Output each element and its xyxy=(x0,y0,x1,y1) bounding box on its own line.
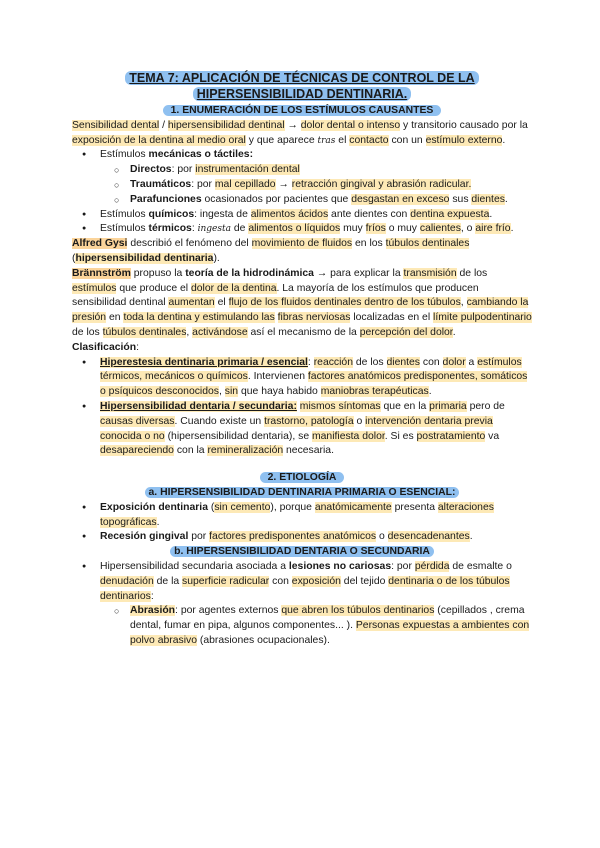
t: fibras nerviosas xyxy=(277,312,351,324)
t: : por xyxy=(171,164,196,176)
t: cambiando la presión xyxy=(72,297,529,324)
t: en xyxy=(106,312,124,324)
t: Directos xyxy=(130,164,172,176)
subsection-b-heading xyxy=(72,545,532,560)
t: . xyxy=(510,223,514,235)
t: químicos xyxy=(148,208,195,220)
t: remineralización xyxy=(207,445,284,457)
gysi-paragraph xyxy=(72,237,532,267)
t: mecánicas o táctiles xyxy=(148,149,250,161)
t: causas diversas xyxy=(100,415,175,427)
title-line-1: TEMA 7: APLICACIÓN DE TÉCNICAS DE CONTROL DE LA xyxy=(125,71,478,85)
list-item xyxy=(100,208,532,223)
t: necesaria. xyxy=(283,445,334,457)
t: el xyxy=(335,134,350,146)
t: , o xyxy=(460,223,476,235)
t: manifiesta dolor xyxy=(311,430,385,442)
t: que abren los túbulos dentinarios xyxy=(281,605,435,617)
t: y transitorio causado por la xyxy=(400,119,528,131)
t: . Intervienen xyxy=(247,371,308,383)
t: Abrasión xyxy=(130,605,176,617)
t: localizadas en el xyxy=(350,312,434,324)
t: el xyxy=(214,297,229,309)
t: dolor xyxy=(442,356,466,368)
t: dolor de la dentina xyxy=(191,282,277,294)
t: : xyxy=(307,356,314,368)
t: Personas expuestas a ambientes con polvo abrasivo xyxy=(130,620,530,646)
t: ante dientes con xyxy=(328,208,411,220)
sublist xyxy=(100,604,532,648)
t: fríos xyxy=(365,223,386,235)
t: térmicos xyxy=(148,223,192,235)
handwritten-note: ingesta xyxy=(197,224,231,235)
t: ( xyxy=(207,501,215,513)
t: trastorno, patología xyxy=(264,415,354,427)
t: Estímulos xyxy=(100,149,149,161)
t: describió el fenómeno del xyxy=(127,238,252,250)
t: . xyxy=(489,208,493,220)
t: con xyxy=(420,356,443,368)
t: o muy xyxy=(385,223,420,235)
t: Exposición dentinaria xyxy=(100,501,208,513)
t: b. HIPERSENSIBILIDAD DENTARIA O SECUNDARIA xyxy=(170,546,434,557)
list-item xyxy=(100,501,532,531)
t: hipersensibilidad dentinaria xyxy=(75,252,214,264)
list-item xyxy=(100,222,532,237)
t: por xyxy=(188,531,210,543)
t: Estímulos xyxy=(100,223,149,235)
t: en los xyxy=(352,238,386,250)
secondary-list xyxy=(72,560,532,649)
t: de los xyxy=(456,267,488,279)
t: alimentos o líquidos xyxy=(248,223,341,235)
t: de xyxy=(231,223,249,235)
t: . Si es xyxy=(384,430,417,442)
t: a. HIPERSENSIBILIDAD DENTINARIA PRIMARIA O ESENCIAL: xyxy=(145,487,460,498)
t: . xyxy=(504,193,508,205)
t: con la xyxy=(173,445,208,457)
t: ), porque xyxy=(270,501,315,513)
t: . xyxy=(428,386,432,398)
t: , xyxy=(460,297,467,309)
t: → para explicar la xyxy=(313,267,404,279)
t: . xyxy=(452,326,456,338)
t: / xyxy=(159,119,168,131)
brannstrom-paragraph xyxy=(72,267,532,341)
t: contacto xyxy=(349,134,389,146)
t: propuso la xyxy=(130,267,186,279)
t: a xyxy=(465,356,478,368)
t: Estímulos xyxy=(100,208,149,220)
t: con un xyxy=(388,134,426,146)
t: . Cuando existe un xyxy=(174,415,265,427)
t: así el mecanismo de la xyxy=(247,326,360,338)
t: activándose xyxy=(192,326,248,338)
t: dientes xyxy=(386,356,421,368)
t: aire frío xyxy=(475,223,511,235)
t: de los xyxy=(352,356,387,368)
t: de los xyxy=(72,326,103,338)
t: Hipersensibilidad secundaria asociada a xyxy=(100,560,289,572)
t: Brännström xyxy=(72,267,131,279)
t: factores predisponentes anatómicos xyxy=(209,531,377,543)
t: mal cepillado xyxy=(214,178,276,190)
t: sin xyxy=(224,386,239,398)
t: . xyxy=(502,134,506,146)
t: Hiperestesia dentinaria primaria / esencial xyxy=(100,356,308,368)
t: de esmalte o xyxy=(449,560,512,572)
t: dolor dental o intenso xyxy=(300,119,401,131)
t: flujo de los fluidos dentinales dentro de los túbulos xyxy=(228,297,461,309)
classification-label: Clasificación: xyxy=(72,341,139,353)
t: pero de xyxy=(466,400,505,412)
list-item xyxy=(100,356,532,400)
list-item xyxy=(100,530,532,545)
t: : xyxy=(191,223,198,235)
page-content xyxy=(72,70,532,649)
list-item xyxy=(130,163,532,178)
t: calientes xyxy=(419,223,461,235)
t: que produce el xyxy=(116,282,191,294)
t: percepción del dolor xyxy=(359,326,453,338)
t: desapareciendo xyxy=(100,445,174,457)
list-item xyxy=(130,604,532,648)
t: . La mayoría de los estímulos que producen sensibilidad dentinal xyxy=(72,282,479,309)
t: Traumáticos xyxy=(130,178,192,190)
t: . xyxy=(156,516,160,528)
t: anatómicamente xyxy=(314,501,392,513)
t: pérdida xyxy=(414,560,450,572)
handwritten-note: tras xyxy=(317,135,336,146)
t: : xyxy=(150,590,154,602)
t: denudación xyxy=(100,575,154,587)
t: , xyxy=(219,386,225,398)
t: alteraciones topográficas xyxy=(100,501,494,528)
t: estímulos xyxy=(72,282,117,294)
page-title xyxy=(72,70,532,102)
t: aumentan xyxy=(168,297,215,309)
t: retracción gingival y abrasión radicular. xyxy=(291,178,472,190)
t: ocasionados por pacientes que xyxy=(201,193,352,205)
t: . xyxy=(469,531,473,543)
t: límite pulpodentinario xyxy=(433,312,532,324)
t: instrumentación dental xyxy=(195,164,300,176)
t: (abrasiones ocupacionales). xyxy=(197,634,330,646)
t: Recesión gingival xyxy=(100,531,189,543)
t: (hipersensibilidad dentaria), se xyxy=(164,430,312,442)
t: va xyxy=(485,430,500,442)
t: lesiones no cariosas xyxy=(288,560,392,572)
t: estímulo externo xyxy=(425,134,503,146)
section-2-heading-text: 2. ETIOLOGÍA xyxy=(260,472,345,483)
list-item xyxy=(100,400,532,459)
t: o xyxy=(353,415,366,427)
t: túbulos dentinales xyxy=(385,238,470,250)
t: : xyxy=(249,149,254,161)
t: : por xyxy=(191,178,215,190)
t: teoría de la hidrodinámica xyxy=(185,267,314,279)
t: y que aparece xyxy=(245,134,318,146)
t: mismos síntomas xyxy=(299,400,381,412)
t: desgastan en exceso xyxy=(351,193,450,205)
t: : ingesta de xyxy=(194,208,251,220)
t: primaria xyxy=(429,400,467,412)
t: dentinaria o de los túbulos dentinarios xyxy=(100,575,510,602)
t: sin cemento xyxy=(214,501,271,513)
t: con xyxy=(269,575,292,587)
t: que haya habido xyxy=(238,386,321,398)
list-item xyxy=(130,193,532,208)
t: Clasificación xyxy=(72,341,137,353)
t: desencadenantes xyxy=(387,531,470,543)
t: sus xyxy=(449,193,472,205)
list-item xyxy=(130,178,532,193)
stimuli-list xyxy=(72,148,532,237)
primary-list xyxy=(72,501,532,545)
t: (cepillados , crema dental, fumar en pipa, algunos componentes... ). xyxy=(130,605,525,632)
t: intervención dentaria previa conocida o no xyxy=(100,415,493,442)
t: toda la dentina y estimulando las xyxy=(123,312,275,324)
t: : por agentes externos xyxy=(175,605,282,617)
t: postratamiento xyxy=(416,430,486,442)
section-1-heading xyxy=(72,104,532,119)
t: alimentos ácidos xyxy=(250,208,329,220)
t: dentina expuesta xyxy=(410,208,490,220)
t: exposición de la dentina al medio oral xyxy=(72,134,246,146)
classification-list xyxy=(72,356,532,460)
t: túbulos dentinales xyxy=(102,326,187,338)
t: hipersensibilidad dentinal xyxy=(167,119,285,131)
title-line-2: HIPERSENSIBILIDAD DENTINARIA. xyxy=(193,87,411,101)
subsection-a-heading xyxy=(72,486,532,501)
t: maniobras terapéuticas xyxy=(320,386,429,398)
list-item xyxy=(100,560,532,649)
t: muy xyxy=(340,223,366,235)
t: , xyxy=(186,326,193,338)
section-1-heading-text: 1. ENUMERACIÓN DE LOS ESTÍMULOS CAUSANTES xyxy=(163,105,442,116)
t: dientes xyxy=(471,193,505,205)
t: del tejido xyxy=(340,575,389,587)
t: presenta xyxy=(391,501,438,513)
t: movimiento de fluidos xyxy=(251,238,353,250)
t: : por xyxy=(391,560,415,572)
list-item xyxy=(100,148,532,207)
t: superficie radicular xyxy=(182,575,270,587)
t: o xyxy=(376,531,388,543)
t: Alfred Gysi xyxy=(72,238,128,250)
t: ( xyxy=(72,252,76,264)
t: exposición xyxy=(291,575,341,587)
t: → xyxy=(275,178,292,190)
t: → xyxy=(284,119,301,131)
t: estímulos térmicos, mecánicos o químicos xyxy=(100,356,522,383)
t: Sensibilidad dental xyxy=(72,119,160,131)
t: Hipersensibilidad dentaria / secundaria: xyxy=(100,400,297,412)
sublist xyxy=(100,163,532,207)
t: ). xyxy=(213,252,220,264)
t: Parafunciones xyxy=(130,193,202,205)
t: factores anatómicos predisponentes, somáticos o psíquicos desconocidos xyxy=(100,371,528,398)
t: transmisión xyxy=(403,267,457,279)
t: de la xyxy=(153,575,183,587)
section-2-heading xyxy=(72,471,532,486)
t: que en la xyxy=(380,400,430,412)
intro-paragraph xyxy=(72,119,532,149)
t: reacción xyxy=(313,356,353,368)
